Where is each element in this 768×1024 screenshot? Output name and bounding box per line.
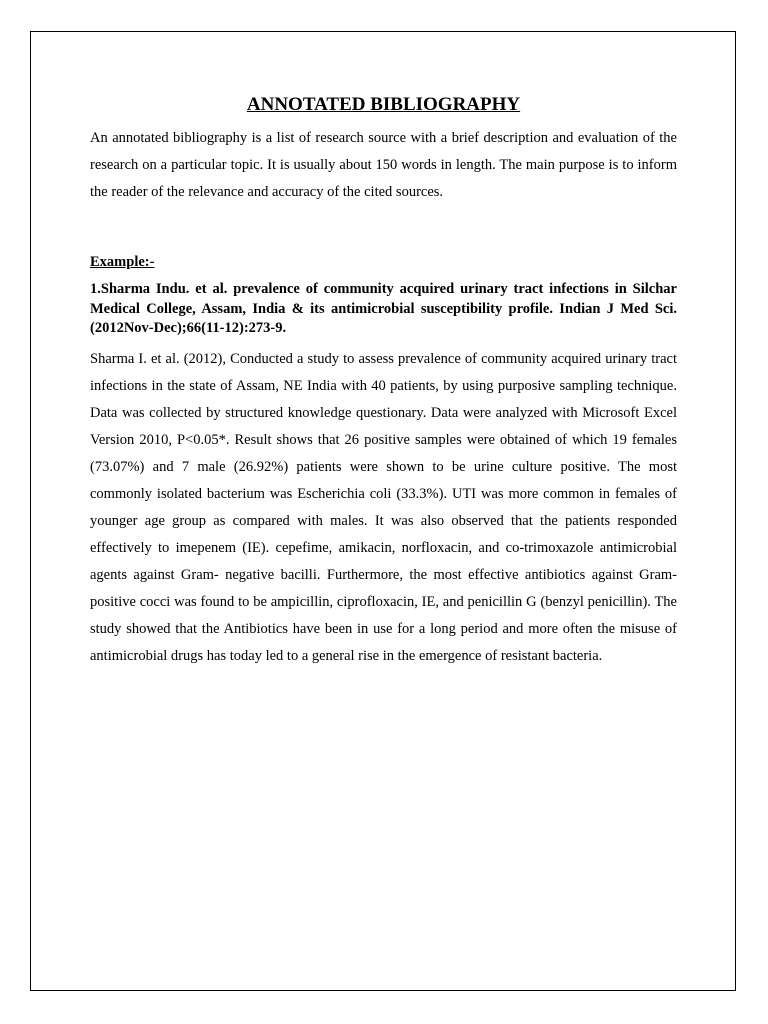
example-heading: Example:- bbox=[90, 254, 155, 270]
annotation-paragraph: Sharma I. et al. (2012), Conducted a study to assess prevalence of community acquired urinary tract infections in the state of Assam, NE India with 40 patients, by using purposive sampling technique. Data was collected by structured knowledge questionary. Data were analyzed with Microsoft Excel Version 2010, P<0.05*. Result shows that 26 positive samples were obtained of which 19 females (73.07%) and 7 male (26.92%) patients were shown to be urine culture positive. The most commonly isolated bacterium was Escherichia coli (33.3%). UTI was more common in females of younger age group as compared with males. It was also observed that the patients responded effectively to imepenem (IE). cepefime, amikacin, norfloxacin, and co-trimoxazole antimicrobial agents against Gram- negative bacilli. Furthermore, the most effective antibiotics against Gram-positive cocci was found to be ampicillin, ciprofloxacin, IE, and penicillin G (benzyl penicillin). The study showed that the Antibiotics have been in use for a long period and more often the misuse of antimicrobial drugs has today led to a general rise in the emergence of resistant bacteria. bbox=[90, 350, 677, 664]
intro-paragraph: An annotated bibliography is a list of research source with a brief description and evaluation of the research on a particular topic. It is usually about 150 words in length. The main purpose is to inform the reader of the relevance and accuracy of the cited sources. bbox=[90, 130, 677, 200]
citation-entry: 1.Sharma Indu. et al. prevalence of community acquired urinary tract infections in Silchar Medical College, Assam, India & its antimicrobial susceptibility profile. Indian J Med Sci. (2012Nov-Dec);66(11-12):273-9. bbox=[90, 281, 677, 336]
document-title: ANNOTATED BIBLIOGRAPHY bbox=[246, 94, 521, 115]
document-body bbox=[90, 92, 677, 670]
